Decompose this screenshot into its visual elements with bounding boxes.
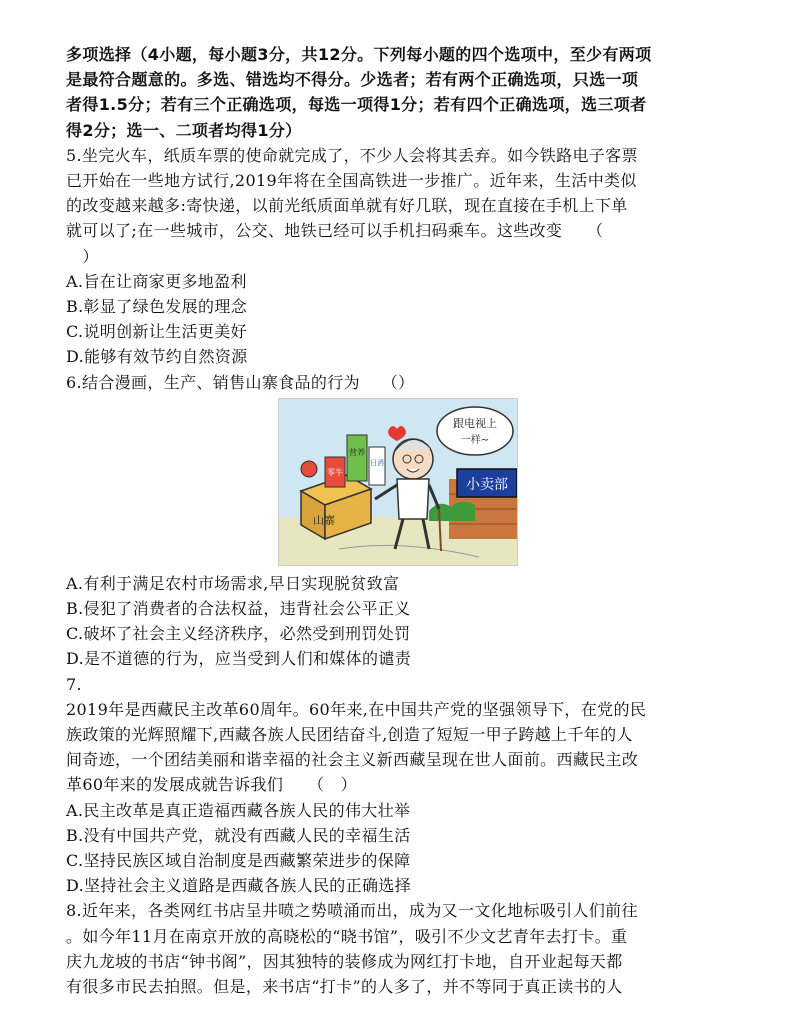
instruction-line: 是最符合题意的。多选、错选均不得分。少选者；若有两个正确选项，只选一项 xyxy=(66,70,639,90)
question-6 xyxy=(66,370,730,672)
question-line: 5.坐完火车，纸质车票的使命就完成了，不少人会将其丢弃。如今铁路电子客票 xyxy=(66,145,638,165)
question-line: 。如今年11月在南京开放的高晓松的“晓书馆”，吸引不少文艺青年去打卡。重 xyxy=(66,926,628,946)
option-c: C.说明创新让生活更美好 xyxy=(66,322,247,342)
option-d: D.是不道德的行为，应当受到人们和媒体的谴责 xyxy=(66,649,412,669)
product-label: 营养 xyxy=(349,447,365,457)
option-a: A.民主改革是真正造福西藏各族人民的伟大壮举 xyxy=(66,800,411,820)
question-line: 的改变越来越多:寄快递，以前光纸质面单就有好几联，现在直接在手机上下单 xyxy=(66,196,628,216)
question-line: 庆九龙坡的书店“钟书阁”，因其独特的装修成为网红打卡地，自开业起每天都 xyxy=(66,951,623,971)
product-label: 日消 xyxy=(370,458,384,467)
bubble-text: 跟电视上 xyxy=(453,416,497,430)
option-d: D.能够有效节约自然资源 xyxy=(66,347,248,367)
option-a: A.有利于满足农村市场需求,早日实现脱贫致富 xyxy=(66,573,400,593)
question-line: 有很多市民去拍照。但是，来书店“打卡”的人多了，并不等同于真正读书的人 xyxy=(66,977,623,997)
product-label: 零牛 xyxy=(327,467,343,477)
question-line: ） xyxy=(66,246,99,266)
option-d: D.坚持社会主义道路是西藏各族人民的正确选择 xyxy=(66,876,412,896)
question-line: 族政策的光辉照耀下,西藏各族人民团结奋斗,创造了短短一甲子跨越上千年的人 xyxy=(66,725,633,745)
option-b: B.彰显了绿色发展的理念 xyxy=(66,297,248,317)
option-a: A.旨在让商家更多地盈利 xyxy=(66,271,247,291)
question-line: 已开始在一些地方试行,2019年将在全国高铁进一步推广。近年来，生活中类似 xyxy=(66,171,637,191)
option-b: B.侵犯了消费者的合法权益，违背社会公平正义 xyxy=(66,599,411,619)
comic-container xyxy=(66,397,730,567)
shop-sign-text: 小卖部 xyxy=(466,476,508,493)
page-content xyxy=(66,42,730,999)
option-c: C.坚持民族区域自治制度是西藏繁荣进步的保障 xyxy=(66,851,411,871)
instruction-line: 得2分；选一、二项者均得1分） xyxy=(66,120,302,140)
bubble-text: 一样~ xyxy=(460,434,490,446)
instruction-line: 多项选择（4小题，每小题3分，共12分。下列每小题的四个选项中，至少有两项 xyxy=(66,45,652,64)
question-7 xyxy=(66,672,730,899)
box-label: 山寨 xyxy=(313,513,335,527)
question-stem: 6.结合漫画，生产、销售山寨食品的行为 （） xyxy=(66,372,415,392)
option-b: B.没有中国共产党，就没有西藏人民的幸福生活 xyxy=(66,825,411,845)
cartoon-image xyxy=(278,398,518,566)
question-5 xyxy=(66,143,730,370)
question-line: 8.近年来，各类网红书店呈井喷之势喷涌而出，成为又一文化地标吸引人们前往 xyxy=(66,901,638,921)
question-line: 间奇迹，一个团结美丽和谐幸福的社会主义新西藏呈现在世人面前。西藏民主改 xyxy=(66,750,639,770)
question-8 xyxy=(66,898,730,999)
question-line: 2019年是西藏民主改革60周年。60年来,在中国共产党的坚强领导下，在党的民 xyxy=(66,699,647,719)
instruction-line: 者得1.5分；若有三个正确选项，每选一项得1分；若有四个正确选项，选三项者 xyxy=(66,95,647,115)
question-number: 7. xyxy=(66,674,82,694)
question-line: 革60年来的发展成就告诉我们 （ ） xyxy=(66,775,358,795)
option-c: C.破坏了社会主义经济秩序，必然受到刑罚处罚 xyxy=(66,624,411,644)
question-line: 就可以了;在一些城市，公交、地铁已经可以手机扫码乘车。这些改变 （ xyxy=(66,221,604,241)
section-instructions xyxy=(66,42,730,143)
